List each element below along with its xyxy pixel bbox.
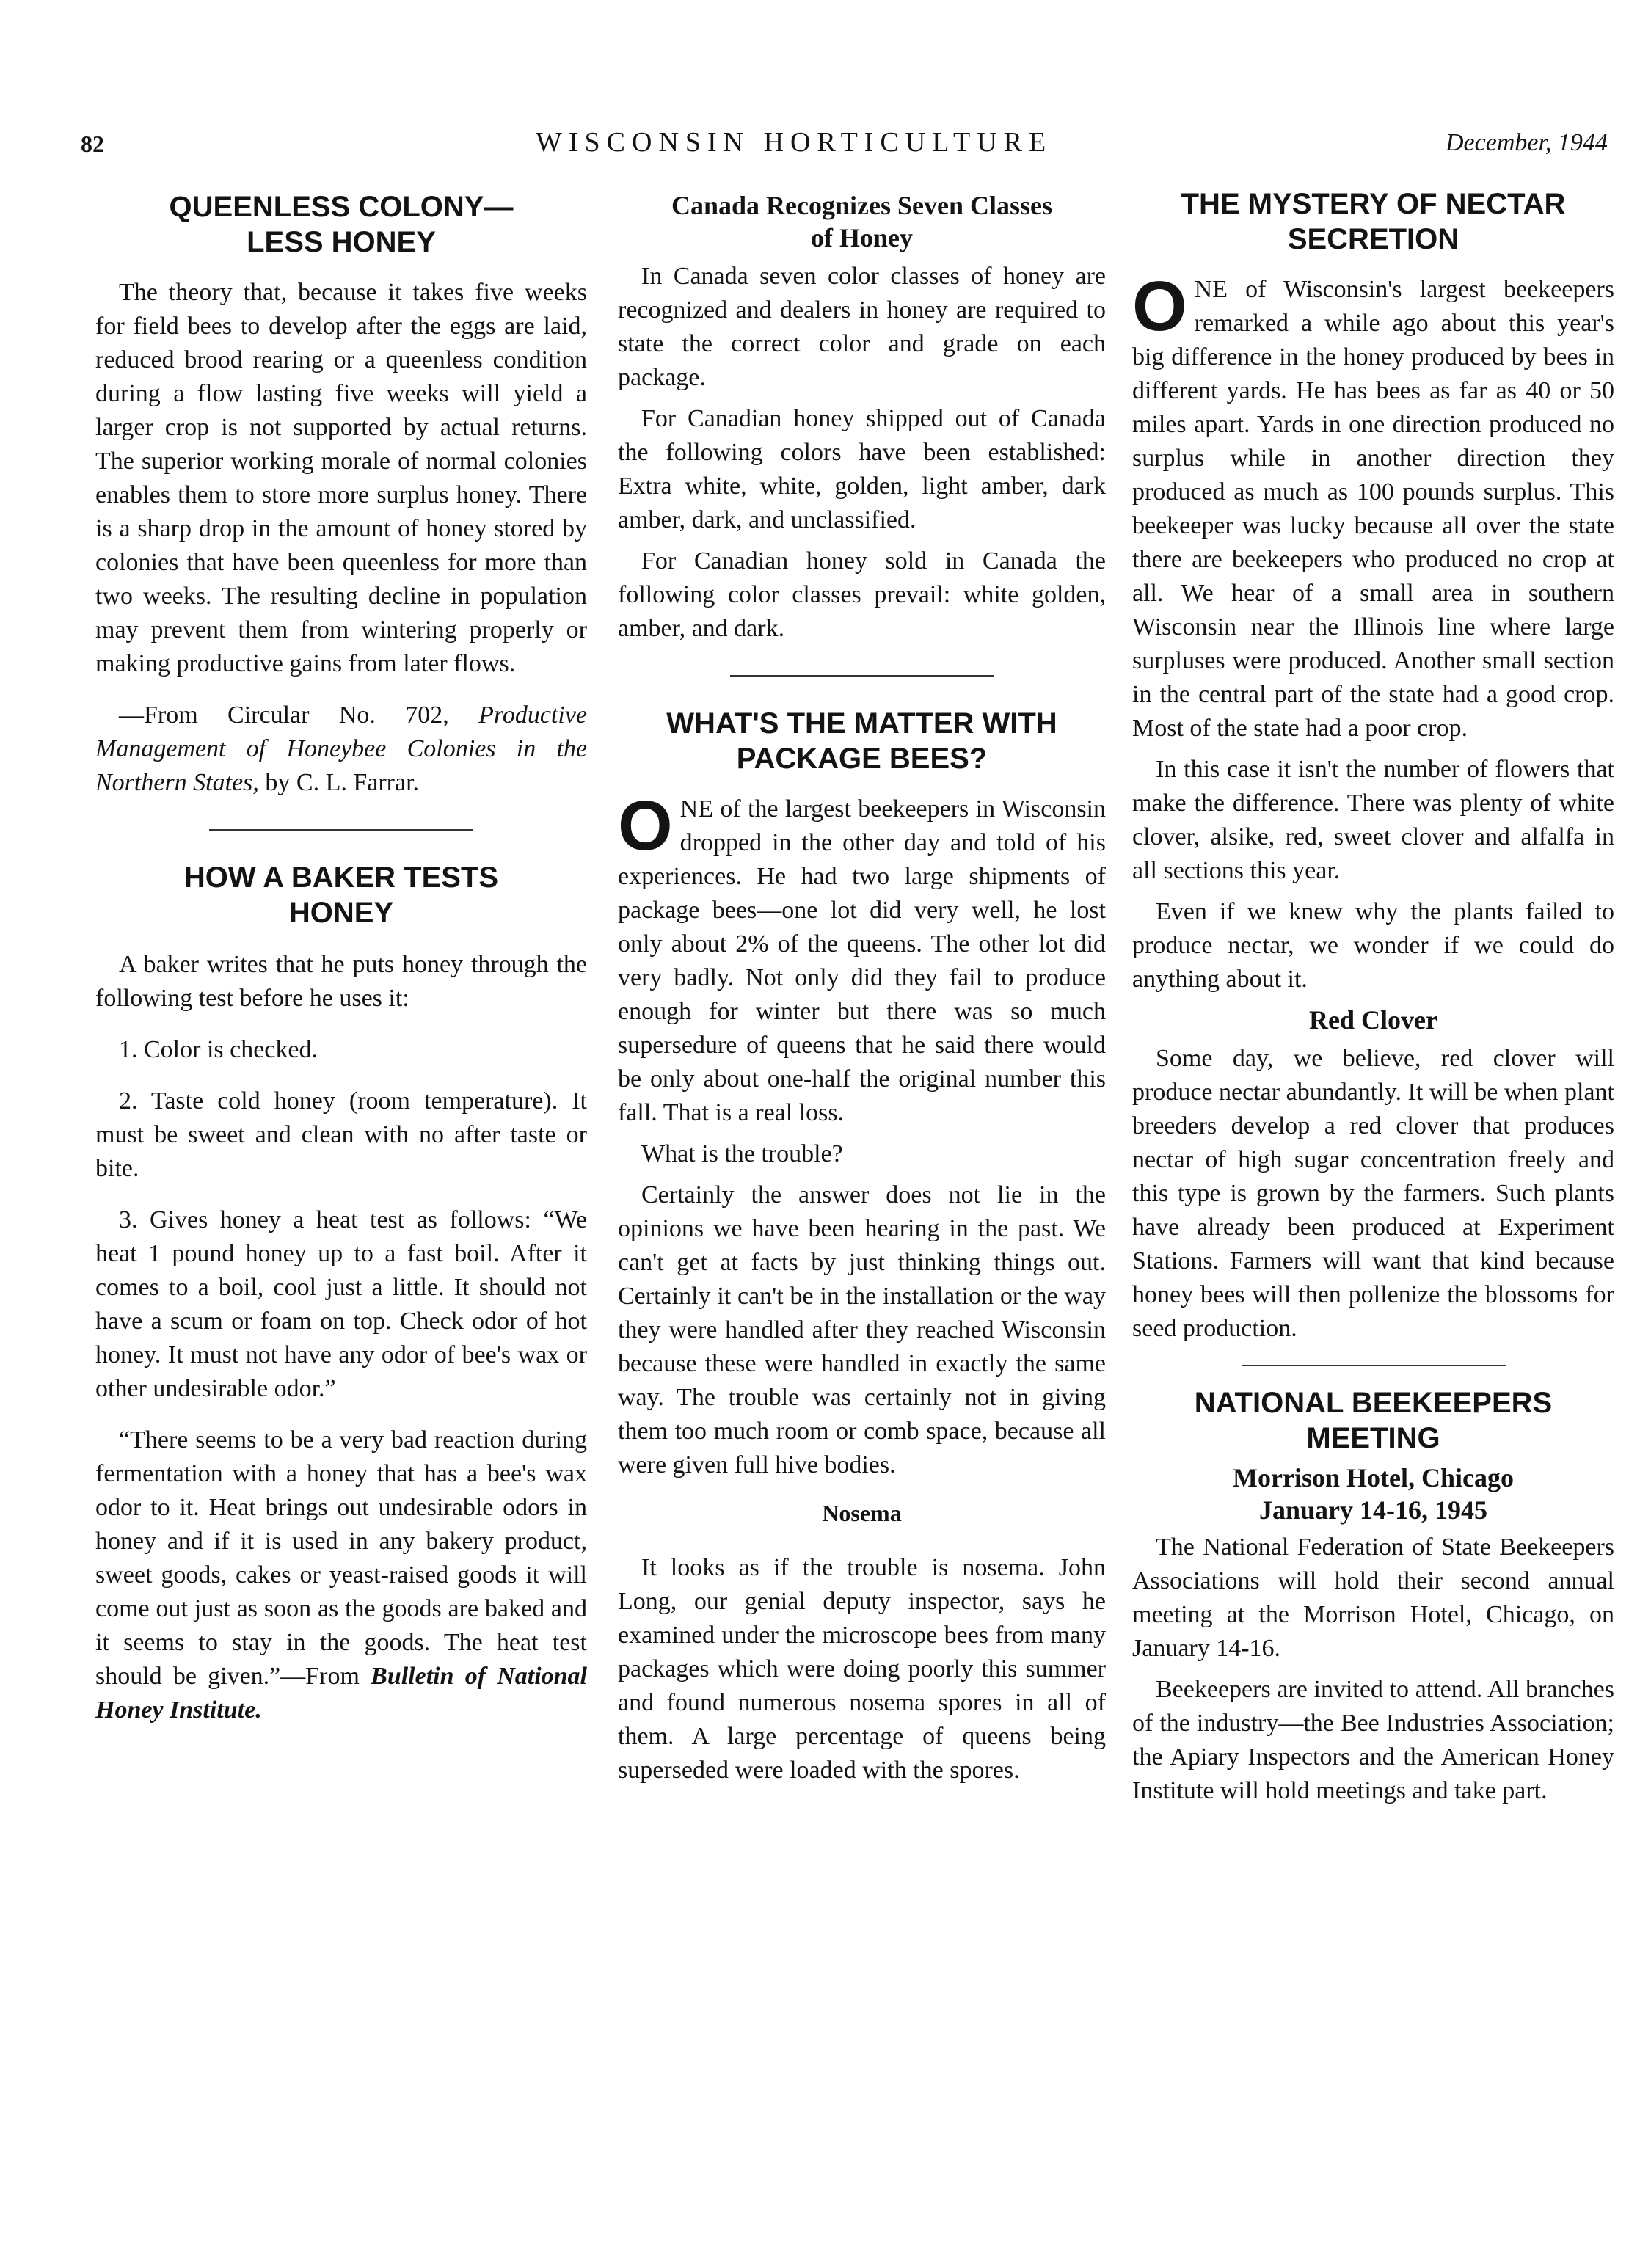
divider <box>209 829 473 831</box>
column-left <box>95 183 587 1735</box>
article-canada-classes <box>618 189 1106 646</box>
source-prefix: —From Circular No. 702, <box>119 701 479 729</box>
column-right <box>1132 183 1614 1815</box>
paragraph-text: of the largest beekeepers in Wisconsin dropped in the other day and told of his experiences. He had two large shipments of package bees—one lot did very well, he lost only about 2% of the queens. The other lot did very badly. Not only did they fail to produce enough for winter but there was so much supersedure of queens that he said there would be only about one-half the original number this fall. That is a real loss. <box>618 795 1106 1126</box>
article-paragraph: It looks as if the trouble is nosema. John Long, our genial deputy inspector, says he examined under the microscope bees from many packages which were doing poorly this summer and found numerous nosema spores in all of them. A large percentage of queens being superseded were loaded with the spores. <box>618 1554 1106 1784</box>
article-nectar-secretion <box>1132 186 1614 1346</box>
article-title: THE MYSTERY OF NECTAR SECRETION <box>1181 188 1566 255</box>
drop-cap: O <box>1132 267 1187 346</box>
subhead: Red Clover <box>1309 1005 1437 1035</box>
list-item: 2. Taste cold honey (room temperature). It must be sweet and clean with no after taste or bite. <box>95 1087 587 1182</box>
article-intro: A baker writes that he puts honey through the following test before he uses it: <box>95 951 587 1012</box>
article-paragraph: Beekeepers are invited to attend. All branches of the industry—the Bee Industries Association; the Apiary Inspectors and the American Honey Institute will hold meetings and take part. <box>1132 1676 1614 1804</box>
article-paragraph: In this case it isn't the number of flowers that make the difference. There was plenty of white clover, alsike, red, sweet clover and alfalfa in all sections this year. <box>1132 756 1614 884</box>
article-paragraph: The National Federation of State Beekeepers Associations will hold their second annual meeting at the Morrison Hotel, Chicago, on January 14-16. <box>1132 1534 1614 1662</box>
article-paragraph: In Canada seven color classes of honey are recognized and dealers in honey are required to state the correct color and grade on each package. <box>618 263 1106 391</box>
source-title: Productive Management of Honeybee Colonies in the Northern States, <box>95 701 587 796</box>
article-title: WHAT'S THE MATTER WITH PACKAGE BEES? <box>666 707 1057 775</box>
page-number: 82 <box>81 131 104 157</box>
article-paragraph <box>1132 267 1614 745</box>
article-paragraph: Even if we knew why the plants failed to produce nectar, we wonder if we could do anything about it. <box>1132 898 1614 993</box>
article-source <box>95 699 587 800</box>
article-quote <box>95 1423 587 1727</box>
article-paragraph: Certainly the answer does not lie in the opinions we have been hearing in the past. We can't get at facts by just thinking things out. Certainly it can't be in the installation or the way they were handled after they reached Wisconsin because these were handled in exactly the same way. The trouble was certainly not in giving them too much room or comb space, because all were given full hive bodies. <box>618 1181 1106 1478</box>
divider <box>730 675 994 677</box>
divider <box>1242 1365 1506 1366</box>
first-word: NE <box>679 795 713 823</box>
meeting-dates: January 14-16, 1945 <box>1258 1495 1487 1525</box>
article-body: The theory that, because it takes five weeks for field bees to develop after the eggs are laid, reduced brood rearing or a queenless condition during a flow lasting five weeks will yield a larger crop is not supported by actual returns. The superior working morale of normal colonies enables them to store more surplus honey. There is a sharp drop in the amount of honey stored by colonies that have been queenless for more than two weeks. The resulting decline in population may prevent them from wintering properly or making productive gains from later flows. <box>95 279 587 677</box>
article-paragraph: What is the trouble? <box>641 1140 843 1167</box>
article-paragraph: Some day, we believe, red clover will produce nectar abundantly. It will be when plant breeders develop a red clover that produces nectar of high sugar concentration freely and this type is grown by the farmers. Such plants have already been produced at Experiment Stations. Farmers will want that kind because honey bees will then pollenize the blossoms for seed production. <box>1132 1045 1614 1342</box>
source-suffix: by C. L. Farrar. <box>258 769 420 796</box>
first-word: NE <box>1194 276 1228 303</box>
article-baker-tests <box>95 860 587 1727</box>
article-queenless-colony <box>95 189 587 800</box>
article-paragraph <box>618 787 1106 1130</box>
article-paragraph: For Canadian honey sold in Canada the following color classes prevail: white golden, amber, and dark. <box>618 547 1106 642</box>
article-title: Canada Recognizes Seven Classes of Honey <box>671 191 1052 252</box>
paragraph-text: of Wisconsin's largest beekeepers remarked a while ago about this year's big difference in the honey produced by bees in different yards. He has bees as far as 40 or 50 miles apart. Yards in one direction produced no surplus while in another direction they produced as much as 100 pounds surplus. This beekeeper was lucky because all over the state there are beekeepers who produced no crop at all. We hear of a small area in southern Wisconsin near the Illinois line where large surpluses were produced. Another small section in the central part of the state had a good crop. Most of the state had a poor crop. <box>1132 276 1614 742</box>
article-paragraph: For Canadian honey shipped out of Canada the following colors have been established: Extra white, white, golden, light amber, dark amber, dark, and unclassified. <box>618 405 1106 533</box>
list-item: 3. Gives honey a heat test as follows: “We heat 1 pound honey up to a fast boil. After it comes to a boil, cool just a little. It should not have a scum or foam on top. Check odor of hot honey. It must not have any odor of bee's wax or other undesirable odor.” <box>95 1206 587 1402</box>
article-package-bees <box>618 706 1106 1787</box>
list-item: 1. Color is checked. <box>119 1036 318 1063</box>
article-title: QUEENLESS COLONY— LESS HONEY <box>169 191 514 258</box>
page-header <box>0 0 1651 169</box>
article-title: HOW A BAKER TESTS HONEY <box>183 861 499 929</box>
drop-cap: O <box>618 787 673 865</box>
meeting-location: Morrison Hotel, Chicago <box>1233 1463 1514 1492</box>
quote-text: “There seems to be a very bad reaction during fermentation with a honey that has a bee's wax odor to it. Heat brings out undesirable odors in honey and if it is used in any bakery product, sweet goods, cakes or yeast-raised goods it will come out just as soon as the goods are baked and it seems to stay in the goods. The heat test should be given.”—From <box>95 1426 587 1690</box>
article-national-meeting <box>1132 1385 1614 1808</box>
subhead: Nosema <box>822 1500 902 1526</box>
running-title: WISCONSIN HORTICULTURE <box>536 127 1053 158</box>
column-middle <box>618 183 1106 1795</box>
issue-date: December, 1944 <box>1446 129 1608 156</box>
quote-source: Bulletin of National Honey Institute. <box>95 1663 588 1724</box>
article-title: NATIONAL BEEKEEPERS MEETING <box>1194 1387 1553 1454</box>
